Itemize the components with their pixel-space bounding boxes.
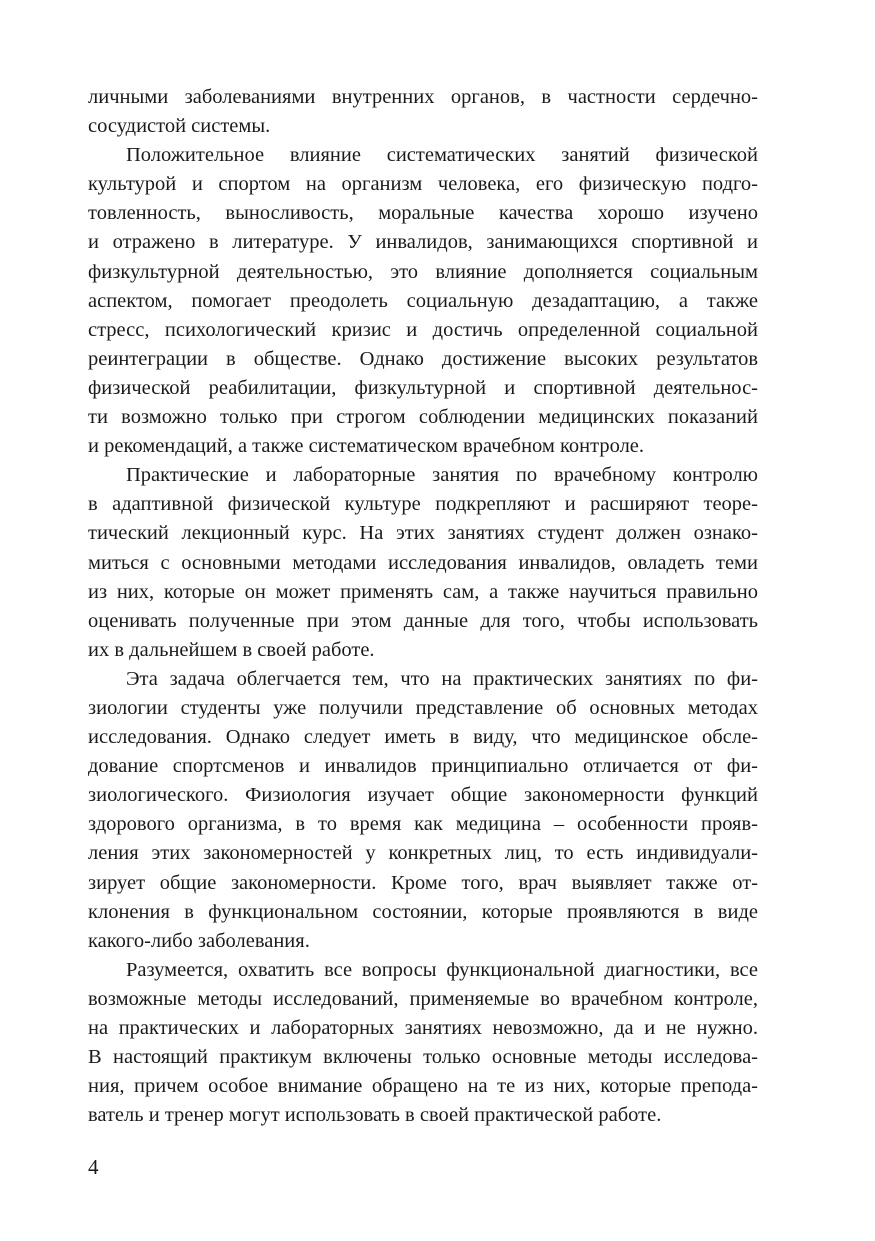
text-line: личными заболеваниями внутренних органов, в частности сердечно- bbox=[88, 86, 758, 108]
text-line: стресс, психологический кризис и достичь определенной социальной bbox=[88, 318, 758, 341]
text-line: ватель и тренер могут использовать в своей практической работе. bbox=[88, 1104, 662, 1127]
paragraph-4 bbox=[88, 665, 758, 956]
text-line: какого-либо заболевания. bbox=[88, 929, 310, 952]
text-line: зирует общие закономерности. Кроме того, врач выявляет также от- bbox=[88, 871, 758, 894]
paragraph-2 bbox=[88, 141, 758, 461]
text-line: в адаптивной физической культуре подкрепляют и расширяют теоре- bbox=[88, 493, 758, 516]
text-line: возможные методы исследований, применяемые во врачебном контроле, bbox=[88, 987, 758, 1010]
page-number: 4 bbox=[88, 1155, 99, 1179]
text-line: клонения в функциональном состоянии, которые проявляются в виде bbox=[88, 900, 758, 923]
text-line: Разумеется, охватить все вопросы функциональной диагностики, все bbox=[126, 958, 758, 981]
text-line: зиологии студенты уже получили представление об основных методах bbox=[88, 696, 758, 719]
text-line: и рекомендаций, а также систематическом врачебном контроле. bbox=[88, 435, 645, 458]
text-line: из них, которые он может применять сам, а также научиться правильно bbox=[88, 580, 758, 603]
text-line: ления этих закономерностей у конкретных лиц, то есть индивидуали- bbox=[88, 842, 758, 865]
text-line: аспектом, помогает преодолеть социальную дезадаптацию, а также bbox=[88, 289, 758, 312]
text-line: физкультурной деятельностью, это влияние дополняется социальным bbox=[88, 260, 758, 283]
page-body bbox=[88, 83, 758, 1130]
text-line: сосудистой системы. bbox=[88, 115, 271, 138]
text-line: дование спортсменов и инвалидов принципиально отличается от фи- bbox=[88, 755, 758, 778]
text-line: ти возможно только при строгом соблюдении медицинских показаний bbox=[88, 406, 758, 429]
text-line: Положительное влияние систематических занятий физической bbox=[126, 144, 758, 167]
text-line: физической реабилитации, физкультурной и спортивной деятельнос- bbox=[88, 376, 758, 399]
paragraph-5 bbox=[88, 956, 758, 1131]
text-line: здорового организма, в то время как медицина – особенности прояв- bbox=[88, 813, 758, 836]
text-line: Практические и лабораторные занятия по врачебному контролю bbox=[126, 464, 758, 487]
text-line: оценивать полученные при этом данные для того, чтобы использовать bbox=[88, 609, 758, 632]
text-line: товленность, выносливость, моральные качества хорошо изучено bbox=[88, 202, 758, 225]
text-line: ния, причем особое внимание обращено на те из них, которые препода- bbox=[88, 1075, 758, 1098]
text-line: и отражено в литературе. У инвалидов, занимающихся спортивной и bbox=[88, 231, 758, 254]
text-line: Эта задача облегчается тем, что на практических занятиях по фи- bbox=[126, 667, 758, 690]
text-line: на практических и лабораторных занятиях невозможно, да и не нужно. bbox=[88, 1017, 758, 1039]
text-line: культурой и спортом на организм человека, его физическую подго- bbox=[88, 173, 758, 196]
text-line: их в дальнейшем в своей работе. bbox=[88, 638, 375, 661]
text-line: зиологического. Физиология изучает общие закономерности функций bbox=[88, 784, 758, 807]
paragraph-3 bbox=[88, 461, 758, 665]
paragraph-1 bbox=[88, 83, 758, 141]
text-line: реинтеграции в обществе. Однако достижение высоких результатов bbox=[88, 347, 758, 370]
text-line: исследования. Однако следует иметь в виду, что медицинское обсле- bbox=[88, 726, 758, 749]
text-line: тический лекционный курс. На этих занятиях студент должен ознако- bbox=[88, 522, 758, 545]
text-line: миться с основными методами исследования инвалидов, овладеть теми bbox=[88, 551, 758, 574]
text-line: В настоящий практикум включены только основные методы исследова- bbox=[88, 1046, 758, 1069]
